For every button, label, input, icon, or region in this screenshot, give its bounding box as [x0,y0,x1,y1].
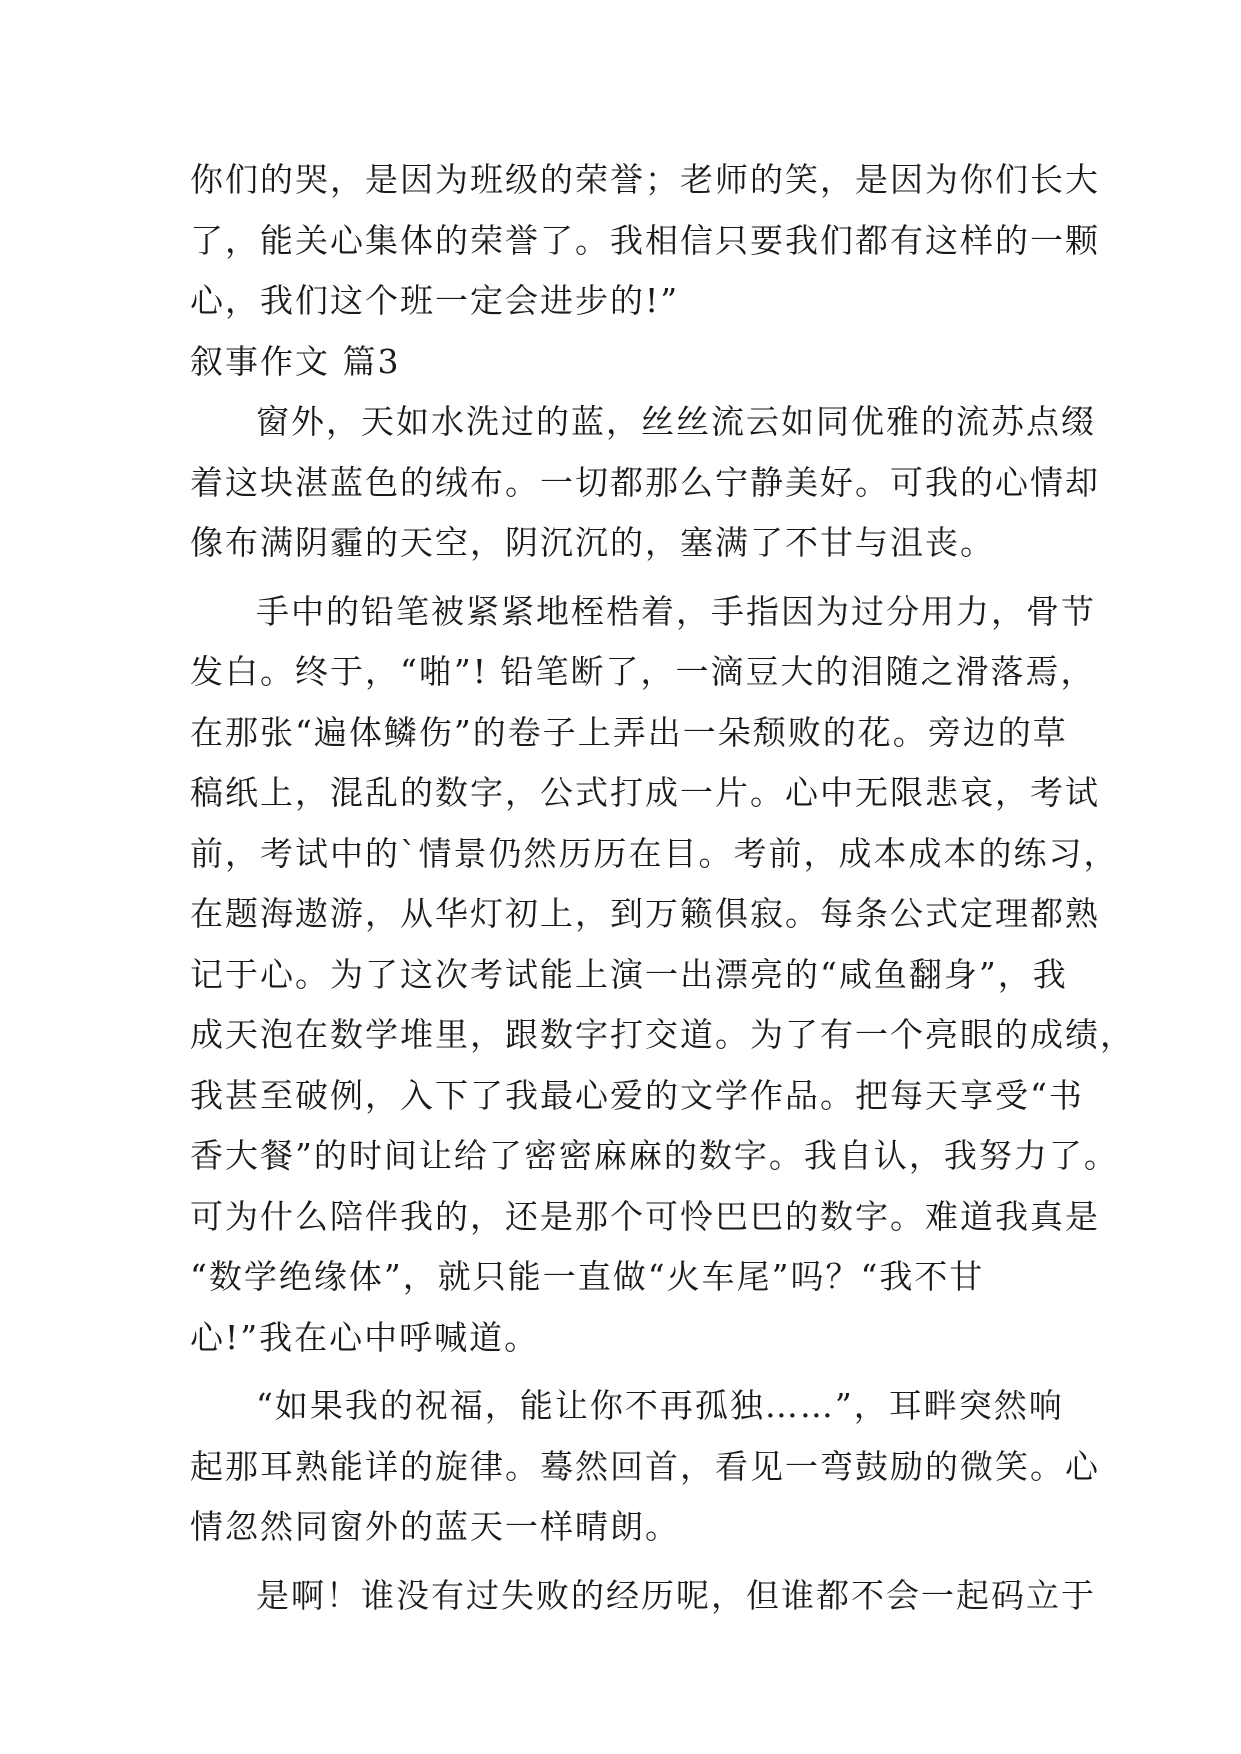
text-line: 了，能关心集体的荣誉了。我相信只要我们都有这样的一颗 [190,220,1100,260]
text-line: 发白。终于，“啪”! 铅笔断了，一滴豆大的泪随之滑落焉， [190,652,1096,691]
text-line: 前，考试中的`情景仍然历历在目。考前，成本成本的练习， [190,833,1119,873]
text-line: 像布满阴霾的天空，阴沉沉的，塞满了不甘与沮丧。 [190,523,995,562]
text-line: 窗外，天如水洗过的蓝，丝丝流云如同优雅的流苏点缀 [256,402,1096,441]
text-line: 记于心。为了这次考试能上演一出漂亮的“咸鱼翻身”，我 [190,954,1068,994]
text-line: 稿纸上，混乱的数字，公式打成一片。心中无限悲哀，考试 [190,773,1100,812]
text-line: 情忽然同窗外的蓝天一样晴朗。 [190,1507,680,1546]
text-line: “数学绝缘体”，就只能一直做“火车尾”吗？“我不甘 [190,1257,985,1296]
text-line: 是啊！谁没有过失败的经历呢，但谁都不会一起码立于 [256,1575,1096,1615]
text-line: 着这块湛蓝色的绒布。一切都那么宁静美好。可我的心情却 [190,462,1100,502]
text-line: 心，我们这个班一定会进步的!” [190,281,680,320]
text-line: 你们的哭，是因为班级的荣誉；老师的笑，是因为你们长大 [190,160,1100,199]
text-line: 在那张“遍体鳞伤”的卷子上弄出一朵颓败的花。旁边的草 [190,712,1068,752]
text-line: 心!”我在心中呼喊道。 [190,1317,540,1357]
text-line: “如果我的祝福，能让你不再孤独……”，耳畔突然响 [256,1386,1064,1425]
text-line: 香大餐”的时间让给了密密麻麻的数字。我自认，我努力了。 [190,1136,1119,1175]
text-line: 叙事作文 篇3 [190,341,401,381]
text-line: 成天泡在数学堆里，跟数字打交道。为了有一个亮眼的成绩， [190,1015,1135,1054]
body-text [190,150,1135,1626]
text-line: 在题海遨游，从华灯初上，到万籁俱寂。每条公式定理都熟 [190,894,1100,933]
text-line: 起那耳熟能详的旋律。蓦然回首，看见一弯鼓励的微笑。心 [190,1446,1100,1486]
text-line: 可为什么陪伴我的，还是那个可怜巴巴的数字。难道我真是 [190,1196,1100,1236]
text-line: 手中的铅笔被紧紧地桎梏着，手指因为过分用力，骨节 [256,591,1096,631]
text-line: 我甚至破例，入下了我最心爱的文学作品。把每天享受“书 [190,1075,1084,1115]
